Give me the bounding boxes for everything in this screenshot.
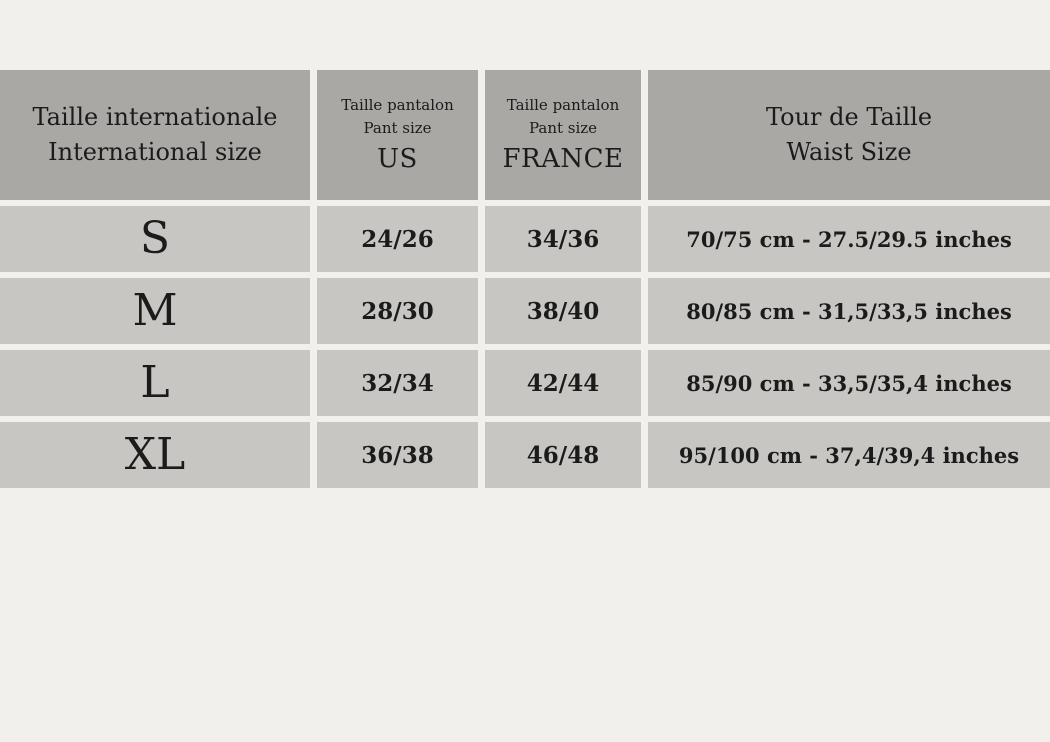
header-france-country: FRANCE <box>502 144 624 175</box>
waist-size-cell-m: 80/85 cm - 31,5/33,5 inches <box>648 278 1050 344</box>
header-us-line-en: Pant size <box>363 118 432 137</box>
waist-size-cell-xl: 95/100 cm - 37,4/39,4 inches <box>648 422 1050 488</box>
header-international-line-en: International size <box>48 138 262 166</box>
us-size-cell-l: 32/34 <box>317 350 478 416</box>
size-cell-l: L <box>0 350 310 416</box>
header-france-line-en: Pant size <box>528 118 598 137</box>
header-international-line-fr: Taille internationale <box>32 103 278 132</box>
france-size-cell-xl: 46/48 <box>485 422 641 488</box>
waist-size-cell-s: 70/75 cm - 27.5/29.5 inches <box>648 206 1050 272</box>
header-waist-line-fr: Tour de Taille <box>765 103 933 132</box>
header-us-country: US <box>377 144 418 175</box>
size-chart-table <box>0 70 1050 488</box>
header-france-line-fr: Taille pantalon <box>506 96 620 115</box>
france-size-cell-m: 38/40 <box>485 278 641 344</box>
us-size-cell-m: 28/30 <box>317 278 478 344</box>
header-international-size <box>0 70 310 200</box>
header-waist-size <box>648 70 1050 200</box>
france-size-cell-s: 34/36 <box>485 206 641 272</box>
waist-size-cell-l: 85/90 cm - 33,5/35,4 inches <box>648 350 1050 416</box>
header-us-line-fr: Taille pantalon <box>341 96 454 115</box>
us-size-cell-xl: 36/38 <box>317 422 478 488</box>
size-cell-xl: XL <box>0 422 310 488</box>
us-size-cell-s: 24/26 <box>317 206 478 272</box>
france-size-cell-l: 42/44 <box>485 350 641 416</box>
header-pant-size-us <box>317 70 478 200</box>
header-waist-line-en: Waist Size <box>786 138 912 166</box>
size-cell-s: S <box>0 206 310 272</box>
size-cell-m: M <box>0 278 310 344</box>
header-pant-size-france <box>485 70 641 200</box>
